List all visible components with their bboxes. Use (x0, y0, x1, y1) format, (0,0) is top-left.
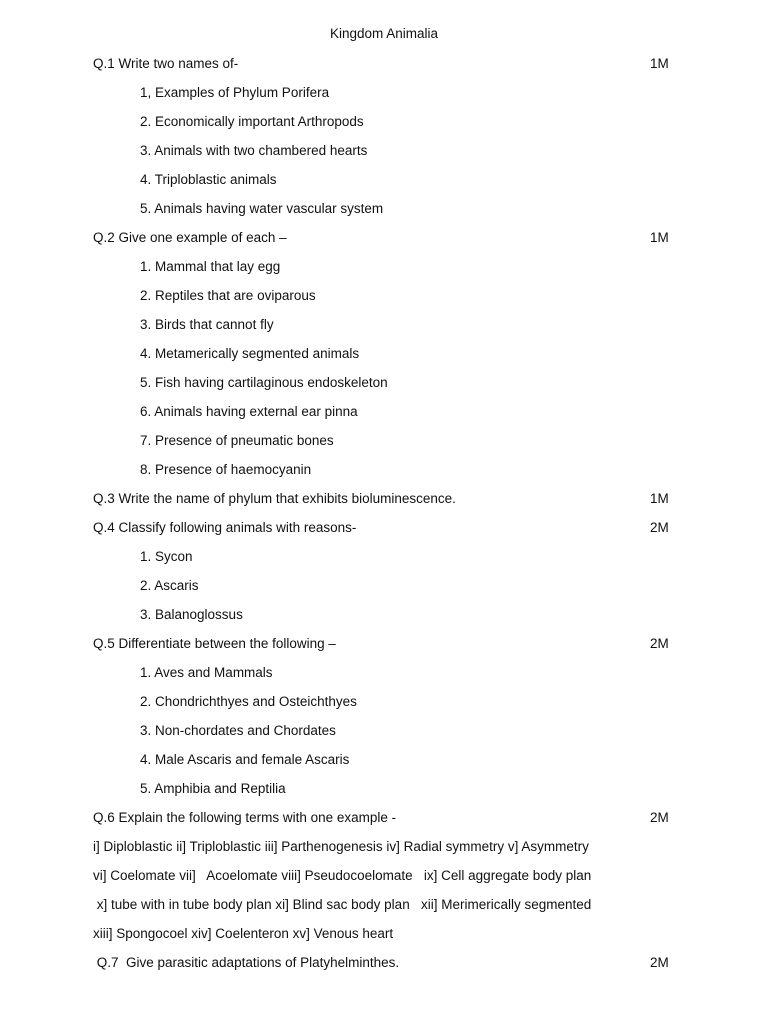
q6-terms-line-3: x] tube with in tube body plan xi] Blind sac body plan xii] Merimerically segmented (93, 897, 592, 912)
q6-terms-line-1: i] Diploblastic ii] Triploblastic iii] Parthenogenesis iv] Radial symmetry v] Asymmetry (93, 839, 589, 854)
question-2-marks: 1M (650, 230, 669, 245)
q2-item-8: 8. Presence of haemocyanin (140, 462, 312, 477)
q2-item-5: 5. Fish having cartilaginous endoskeleton (140, 375, 388, 390)
q2-item-3: 3. Birds that cannot fly (140, 317, 274, 332)
q4-item-2: 2. Ascaris (140, 578, 199, 593)
question-3-marks: 1M (650, 491, 669, 506)
question-5: Q.5 Differentiate between the following – (93, 636, 336, 651)
q2-item-2: 2. Reptiles that are oviparous (140, 288, 316, 303)
q5-item-5: 5. Amphibia and Reptilia (140, 781, 286, 796)
question-3: Q.3 Write the name of phylum that exhibits bioluminescence. (93, 491, 456, 506)
question-7: Q.7 Give parasitic adaptations of Platyhelminthes. (93, 955, 400, 970)
q2-item-6: 6. Animals having external ear pinna (140, 404, 358, 419)
q2-item-1: 1. Mammal that lay egg (140, 259, 281, 274)
q5-item-3: 3. Non-chordates and Chordates (140, 723, 336, 738)
q1-item-5: 5. Animals having water vascular system (140, 201, 384, 216)
question-4: Q.4 Classify following animals with reasons- (93, 520, 357, 535)
q1-item-4: 4. Triploblastic animals (140, 172, 277, 187)
question-6-marks: 2M (650, 810, 669, 825)
question-2: Q.2 Give one example of each – (93, 230, 287, 245)
document-title: Kingdom Animalia (329, 26, 439, 41)
q6-terms-line-4: xiii] Spongocoel xiv] Coelenteron xv] Venous heart (93, 926, 394, 941)
q4-item-1: 1. Sycon (140, 549, 193, 564)
question-1: Q.1 Write two names of- (93, 56, 239, 71)
question-1-marks: 1M (650, 56, 669, 71)
question-4-marks: 2M (650, 520, 669, 535)
q2-item-4: 4. Metamerically segmented animals (140, 346, 360, 361)
q5-item-1: 1. Aves and Mammals (140, 665, 273, 680)
q4-item-3: 3. Balanoglossus (140, 607, 243, 622)
question-7-marks: 2M (650, 955, 669, 970)
q1-item-2: 2. Economically important Arthropods (140, 114, 364, 129)
question-5-marks: 2M (650, 636, 669, 651)
q1-item-1: 1, Examples of Phylum Porifera (140, 85, 330, 100)
q5-item-2: 2. Chondrichthyes and Osteichthyes (140, 694, 357, 709)
question-6: Q.6 Explain the following terms with one example - (93, 810, 397, 825)
q1-item-3: 3. Animals with two chambered hearts (140, 143, 368, 158)
q5-item-4: 4. Male Ascaris and female Ascaris (140, 752, 350, 767)
q2-item-7: 7. Presence of pneumatic bones (140, 433, 334, 448)
q6-terms-line-2: vi] Coelomate vii] Acoelomate viii] Pseudocoelomate ix] Cell aggregate body plan (93, 868, 592, 883)
